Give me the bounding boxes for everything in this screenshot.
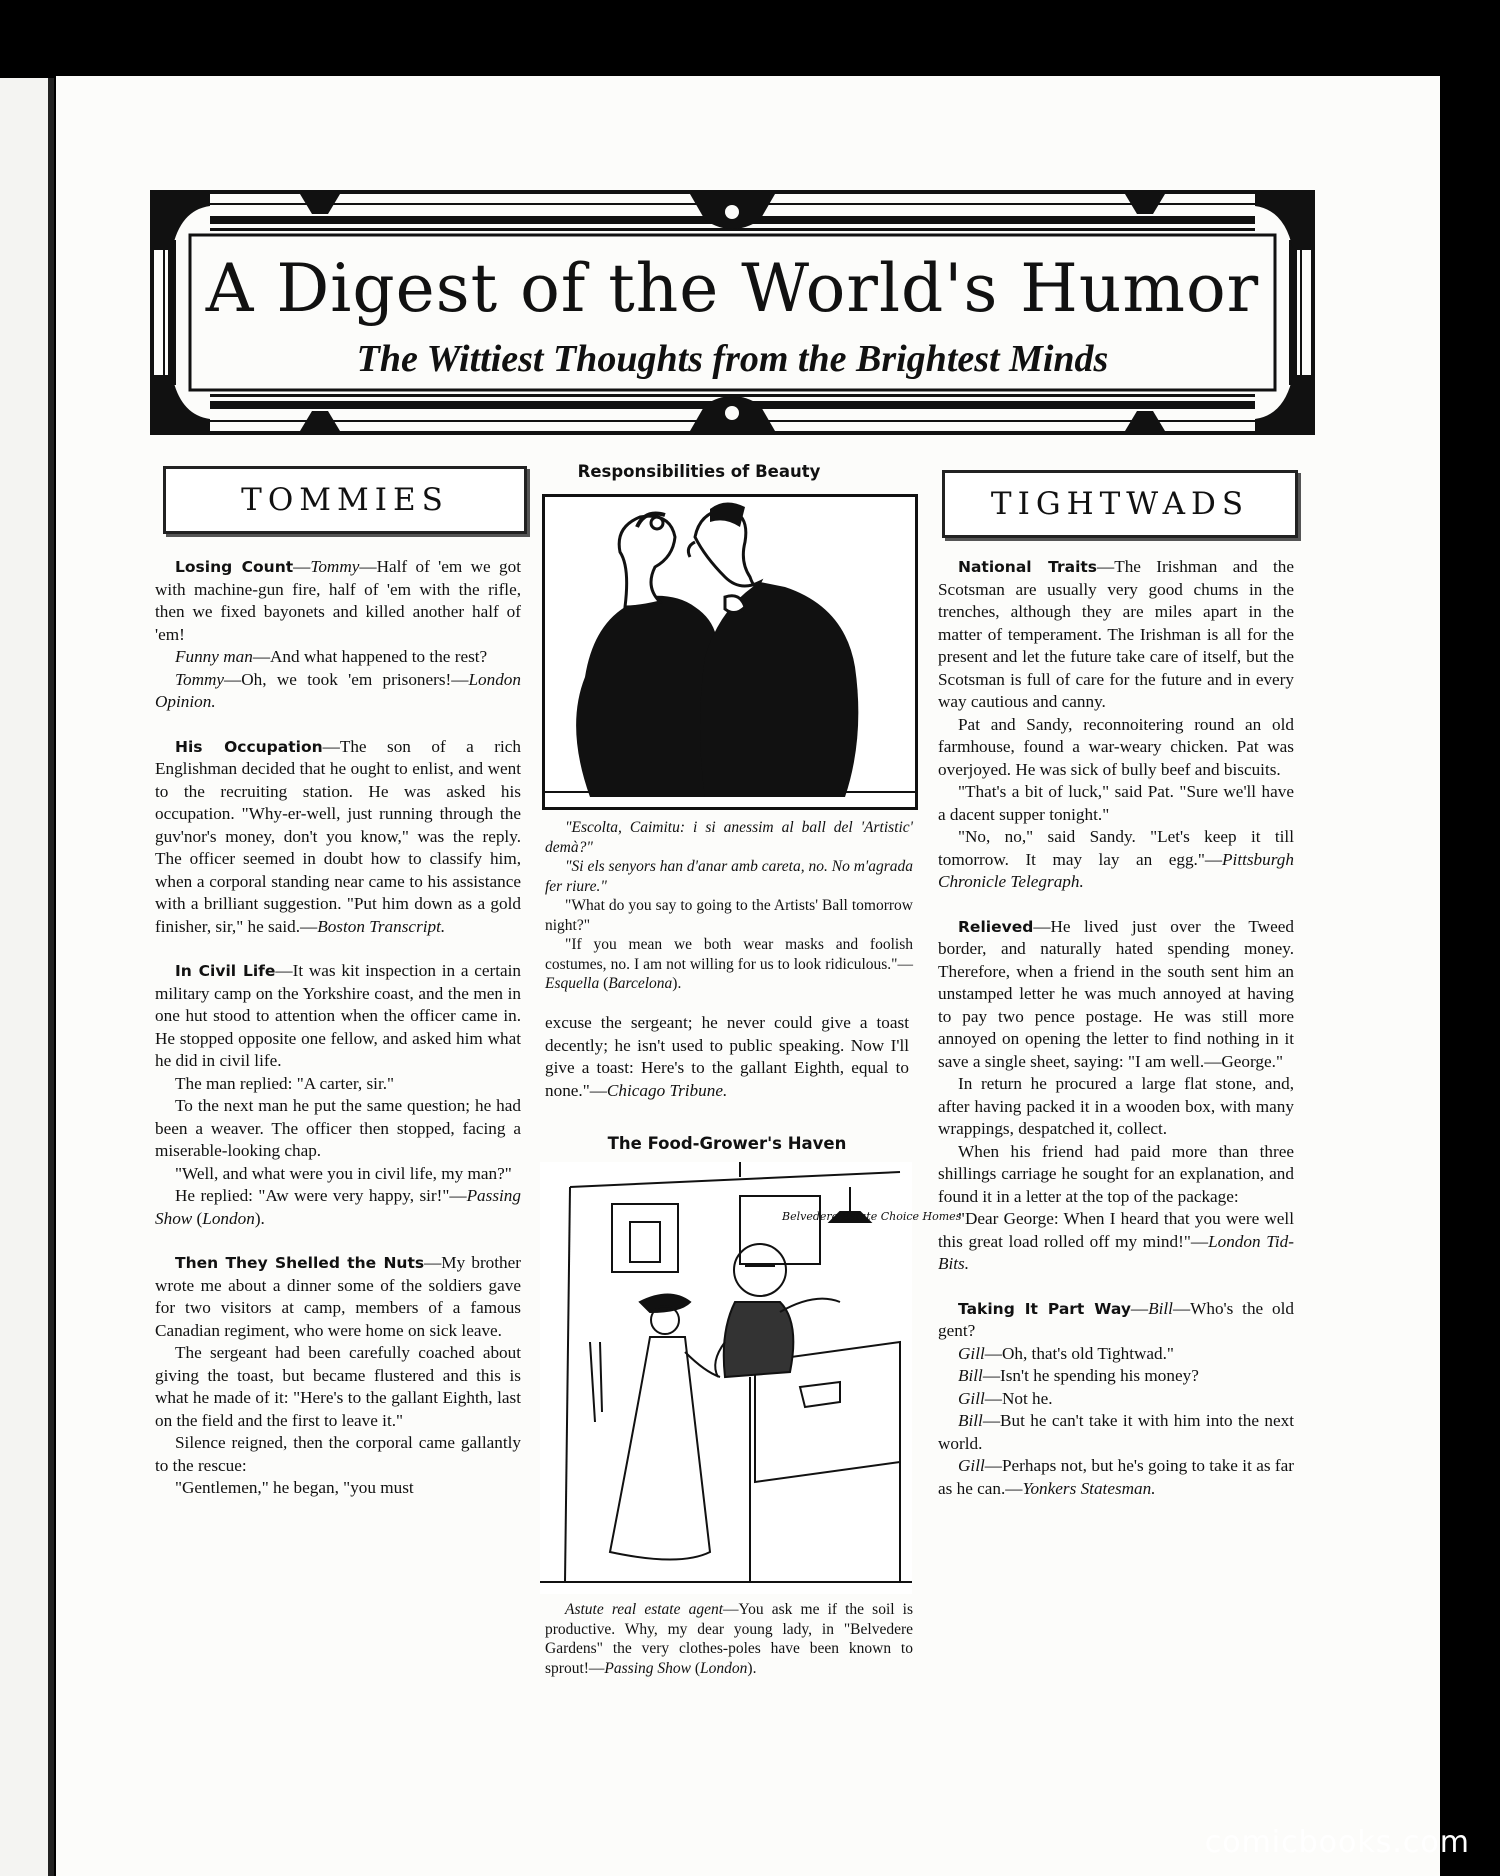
cartoon-dialogue-haven: [545, 1600, 913, 1678]
article-paragraph: [155, 1342, 521, 1432]
article-paragraph: [938, 1365, 1294, 1388]
article-paragraph: [155, 1432, 521, 1477]
article-paragraph: [938, 826, 1294, 894]
body-text: (: [192, 1208, 203, 1228]
body-text: —: [293, 557, 311, 576]
article-paragraph: [155, 646, 521, 669]
italic-text: London: [700, 1659, 748, 1677]
article-paragraph: [545, 935, 913, 994]
italic-text: Funny man: [175, 647, 253, 666]
article-lead-paragraph: [155, 736, 521, 939]
article-headline: National Traits: [958, 558, 1098, 576]
cartoon-food-growers-haven: [540, 1162, 962, 1594]
cartoon-illustration-office: [540, 1162, 962, 1594]
italic-text: London: [202, 1208, 255, 1228]
italic-text: Gill: [958, 1456, 985, 1475]
section-heading-tommies: [163, 466, 527, 534]
body-text: When his friend had paid more than three shillings carriage he sought for an explanation, and found it in a letter at the top of the package:: [938, 1141, 1294, 1206]
italic-text: Tommy: [310, 557, 360, 576]
italic-text: Boston Transcript.: [317, 916, 446, 936]
article-lead-paragraph: [155, 960, 521, 1073]
italic-text: Gill: [958, 1388, 985, 1408]
body-text: —And what happened to the rest?: [252, 647, 488, 666]
cartoon-illustration-couple: [545, 497, 915, 807]
article-paragraph: [938, 1410, 1294, 1455]
body-text: "Well, and what were you in civil life, my man?": [175, 1163, 512, 1183]
body-text: To the next man he put the same question; he had been a weaver. The officer then stopped, facing a miserable-looking chap.: [155, 1096, 521, 1160]
italic-text: Astute real estate agent: [565, 1601, 724, 1618]
body-text: "If you mean we both wear masks and foolish costumes, no. I am not willing for us to look ridiculous."—: [545, 936, 913, 973]
article-paragraph: [545, 857, 913, 896]
italic-text: Bill: [958, 1366, 983, 1385]
body-text: ).: [747, 1659, 757, 1677]
article-headline: Taking It Part Way: [958, 1299, 1131, 1318]
body-text: —But he can't take it with him into the next world.: [938, 1411, 1294, 1453]
cartoon-responsibilities-of-beauty: [542, 494, 918, 810]
cartoon-caption-beauty: Responsibilities of Beauty: [577, 462, 821, 481]
italic-text: "Escolta, Caimitu: i si anessim al ball del 'Artistic' demà?": [545, 819, 913, 856]
italic-text: Esquella: [545, 975, 600, 992]
article-lead-paragraph: [155, 1252, 521, 1342]
body-text: The man replied: "A carter, sir.": [175, 1073, 395, 1093]
body-text: —You ask me if the soil is productive. Why, my dear young lady, in "Belvedere Gardens" the very clothes-poles have been known to sprout!—: [545, 1601, 913, 1677]
body-text: —Not he.: [984, 1388, 1053, 1408]
body-text: "That's a bit of luck," said Pat. "Sure we'll have a dacent supper tonight.": [938, 782, 1294, 824]
adjacent-page-edge: [0, 78, 54, 1876]
body-text: ).: [672, 975, 682, 992]
body-text: "Gentlemen," he began, "you must: [175, 1478, 414, 1497]
article-paragraph: [155, 1073, 521, 1096]
article-paragraph: [938, 1343, 1294, 1366]
body-text: —Oh, that's old Tightwad.": [984, 1343, 1174, 1363]
body-text: The sergeant had been carefully coached about giving the toast, but became flustered and this is what he made of it: "Here's to the gallant Eighth, last on the field and the first to leave it.": [155, 1343, 521, 1430]
body-text: —The son of a rich Englishman decided that he ought to enlist, and went to the recruiting station. He was asked his occupation. "Why-er-well, just running through the guv'nor's money, don't you know," was the reply. The officer seemed in doubt how to classify him, when a corporal standing near came to his assistance with a brilliant suggestion. "Put him down as a gold finisher, sir," he said.—: [155, 736, 521, 936]
italic-text: Gill: [958, 1343, 985, 1363]
article-headline: In Civil Life: [175, 962, 276, 980]
article-headline: His Occupation: [175, 737, 323, 756]
article-paragraph: [155, 1095, 521, 1163]
body-text: —Half of 'em we got with machine-gun fire, half of 'em with the rifle, then we fixed bayonets and killed another half of 'em!: [155, 557, 521, 644]
italic-text: London Opinion.: [155, 669, 521, 711]
body-text: —Perhaps not, but he's going to take it as far as he can.—: [938, 1456, 1294, 1498]
article-paragraph: [938, 781, 1294, 826]
body-text: "No, no," said Sandy. "Let's keep it till tomorrow. It may lay an egg."—: [938, 827, 1294, 869]
body-text: (: [690, 1659, 701, 1677]
body-text: —The Irishman and the Scotsman are usually very good chums in the trenches, although they are miles apart in the matter of temperament. The Irishman is all for the present and let the future take care of itself, but the Scotsman is full of care for the future and in every way cautious and canny.: [938, 557, 1294, 711]
article-paragraph: [938, 1073, 1294, 1141]
section-heading-tightwads: [942, 470, 1298, 538]
cartoon-caption-haven: The Food-Grower's Haven: [607, 1134, 847, 1153]
body-text: (: [599, 975, 609, 992]
body-text: Pat and Sandy, reconnoitering round an old farmhouse, found a war-weary chicken. Pat was overjoyed. He was sick of bully beef and biscuits.: [938, 714, 1294, 779]
body-text: —My brother wrote me about a dinner some of the soldiers gave for two visitors at camp, members of a famous Canadian regiment, who were home on sick leave.: [155, 1253, 521, 1340]
italic-text: Barcelona: [608, 975, 673, 992]
cartoon-sign-text: Belvedere Estate Choice Homes: [782, 1210, 962, 1223]
section-heading-label: TIGHTWADS: [990, 486, 1250, 522]
article-headline: Losing Count: [175, 558, 294, 576]
italic-text: Yonkers Statesman.: [1022, 1478, 1156, 1498]
italic-text: Chicago Tribune.: [606, 1080, 728, 1100]
italic-text: Bill: [1148, 1298, 1173, 1318]
body-text: "What do you say to going to the Artists' Ball tomorrow night?": [545, 897, 913, 934]
title-banner: [150, 190, 1315, 435]
section-heading-label: TOMMIES: [241, 482, 449, 518]
article-paragraph: [938, 1141, 1294, 1209]
article-paragraph: [155, 1185, 521, 1230]
magazine-title: A Digest of the World's Humor: [205, 250, 1260, 327]
article-headline: Then They Shelled the Nuts: [175, 1254, 425, 1272]
body-text: —He lived just over the Tweed border, and naturally hated spending money. Therefore, when a friend in the south sent him an unstamped letter he was much annoyed at having to pay two pence postage. He was still more annoyed on opening the letter to find nothing in it save a single sheet, saying: "I am well.—George.": [938, 916, 1294, 1071]
italic-text: Bill: [958, 1411, 983, 1430]
article-paragraph: [938, 714, 1294, 782]
body-text: —: [1130, 1298, 1149, 1318]
article-paragraph: [155, 1163, 521, 1186]
italic-text: "Si els senyors han d'anar amb careta, no. No m'agrada fer riure.": [545, 858, 913, 895]
body-text: excuse the sergeant; he never could give a toast decently; he isn't used to public speaking. Now I'll give a toast: Here's to the gallant Eighth, equal to none."—: [545, 1013, 909, 1100]
article-lead-paragraph: [938, 556, 1294, 714]
body-text: —Isn't he spending his money?: [982, 1366, 1199, 1385]
article-paragraph: [155, 1477, 521, 1500]
article-headline: Relieved: [958, 917, 1034, 936]
italic-text: London Tid-Bits.: [938, 1231, 1294, 1273]
body-text: In return he procured a large flat stone, and, after having packed it in a wooden box, with many wrappings, despatched it, collect.: [938, 1074, 1294, 1138]
article-paragraph: [545, 1600, 913, 1678]
right-column-text: [938, 556, 1294, 1500]
site-watermark: comicbooks.com: [1204, 1825, 1470, 1860]
body-text: Silence reigned, then the corporal came gallantly to the rescue:: [155, 1433, 521, 1475]
body-text: —Oh, we took 'em prisoners!—: [224, 669, 469, 689]
article-paragraph: [545, 818, 913, 857]
body-text: —Who's the old gent?: [938, 1298, 1294, 1340]
magazine-subtitle: The Wittiest Thoughts from the Brightest Minds: [356, 338, 1109, 380]
article-lead-paragraph: [938, 916, 1294, 1074]
body-text: —It was kit inspection in a certain military camp on the Yorkshire coast, and the men in one hut stood to attention when the officer came in. He stopped opposite one fellow, and asked him what he did in civil life.: [155, 961, 521, 1070]
article-paragraph: [938, 1455, 1294, 1500]
body-text: ).: [254, 1208, 265, 1228]
article-paragraph: [155, 669, 521, 714]
article-paragraph: [938, 1388, 1294, 1411]
article-lead-paragraph: [155, 556, 521, 646]
body-text: He replied: "Aw were very happy, sir!"—: [175, 1186, 467, 1205]
middle-column-continuation: [545, 1012, 909, 1102]
article-paragraph: [545, 1012, 909, 1102]
italic-text: Passing Show: [155, 1186, 521, 1228]
left-column-text: [155, 556, 521, 1500]
cartoon-dialogue-beauty: [545, 818, 913, 994]
body-text: "Dear George: When I heard that you were well this great load rolled off my mind!"—: [938, 1209, 1294, 1251]
italic-text: Tommy: [175, 669, 225, 689]
italic-text: Passing Show: [604, 1659, 691, 1677]
article-lead-paragraph: [938, 1298, 1294, 1343]
article-paragraph: [545, 896, 913, 935]
article-paragraph: [938, 1208, 1294, 1276]
italic-text: Pittsburgh Chronicle Telegraph.: [938, 849, 1294, 891]
